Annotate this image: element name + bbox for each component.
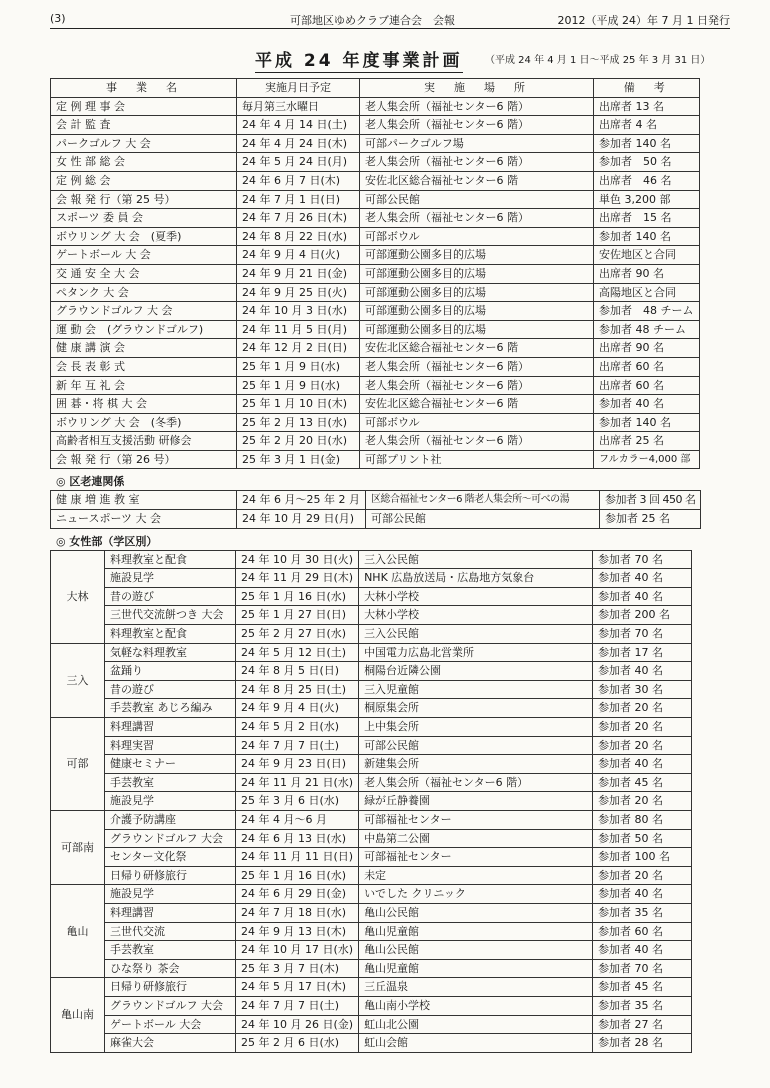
table-row — [51, 1015, 692, 1034]
event-name: ボウリング 大 会 (冬季) — [51, 413, 237, 432]
table-row — [51, 153, 700, 172]
event-name: スポーツ 委 員 会 — [51, 209, 237, 228]
event-note: 参加者 48 チーム — [594, 320, 700, 339]
table-row — [51, 264, 700, 283]
event-note: 参加者 40 名 — [593, 569, 692, 588]
event-place: 上中集会所 — [359, 718, 593, 737]
event-place: 虹山会館 — [359, 1034, 593, 1053]
event-note: 安佐地区と合同 — [594, 246, 700, 265]
event-date: 24 年 7 月 7 日(土) — [236, 736, 359, 755]
event-note: 参加者 48 チーム — [594, 302, 700, 321]
event-date: 24 年 10 月 29 日(月) — [237, 510, 366, 529]
event-note: 参加者 28 名 — [593, 1034, 692, 1053]
event-place: 可部運動公園多目的広場 — [360, 283, 594, 302]
table-row — [51, 643, 692, 662]
event-name: 健康セミナー — [105, 755, 236, 774]
event-name: 手芸教室 あじろ編み — [105, 699, 236, 718]
table-row — [51, 320, 700, 339]
event-place: 老人集会所（福祉センター6 階） — [360, 432, 594, 451]
table-row — [51, 413, 700, 432]
event-note: 参加者 70 名 — [593, 625, 692, 644]
header-rule — [50, 28, 730, 29]
event-place: 桐陽台近隣公園 — [359, 662, 593, 681]
event-date: 25 年 1 月 16 日(水) — [236, 587, 359, 606]
event-date: 24 年 8 月 22 日(水) — [237, 227, 360, 246]
event-date: 24 年 5 月 17 日(木) — [236, 978, 359, 997]
event-note: 参加者 40 名 — [594, 395, 700, 414]
table-row — [51, 959, 692, 978]
event-name: ゲートボール 大 会 — [51, 246, 237, 265]
table-row — [51, 736, 692, 755]
event-place: 安佐北区総合福祉センター6 階 — [360, 395, 594, 414]
event-name: センター文化祭 — [105, 848, 236, 867]
table-row — [51, 755, 692, 774]
event-place: 老人集会所（福祉センター6 階） — [360, 97, 594, 116]
event-date: 24 年 10 月 26 日(金) — [236, 1015, 359, 1034]
event-place: 三丘温泉 — [359, 978, 593, 997]
event-place: 三入児童館 — [359, 680, 593, 699]
event-place: 老人集会所（福祉センター6 階） — [360, 357, 594, 376]
table-row — [51, 339, 700, 358]
event-note: 参加者 45 名 — [593, 773, 692, 792]
table-row — [51, 450, 700, 469]
table-row — [51, 866, 692, 885]
event-date: 25 年 3 月 1 日(金) — [237, 450, 360, 469]
event-note: 出席者 90 名 — [594, 264, 700, 283]
table-row — [51, 209, 700, 228]
event-name: 料理教室と配食 — [105, 625, 236, 644]
event-name: 定 例 理 事 会 — [51, 97, 237, 116]
event-date: 24 年 7 月 26 日(木) — [237, 209, 360, 228]
event-note: 参加者 40 名 — [593, 941, 692, 960]
event-name: 三世代交流 — [105, 922, 236, 941]
event-note: 参加者 20 名 — [593, 718, 692, 737]
table-row — [51, 491, 701, 510]
event-note: 参加者 40 名 — [593, 662, 692, 681]
event-name: 麻雀大会 — [105, 1034, 236, 1053]
table-row — [51, 922, 692, 941]
event-name: 盆踊り — [105, 662, 236, 681]
event-note: 参加者 17 名 — [593, 643, 692, 662]
table-row — [51, 134, 700, 153]
event-date: 25 年 2 月 13 日(水) — [237, 413, 360, 432]
event-note: 参加者 35 名 — [593, 903, 692, 922]
event-note: 参加者 40 名 — [593, 885, 692, 904]
table-row — [51, 116, 700, 135]
event-note: 参加者 40 名 — [593, 587, 692, 606]
event-date: 24 年 8 月 25 日(土) — [236, 680, 359, 699]
table-row — [51, 699, 692, 718]
event-place: 可部公民館 — [359, 736, 593, 755]
event-note: 参加者 70 名 — [593, 550, 692, 569]
table-row — [51, 829, 692, 848]
event-name: 囲 碁・将 棋 大 会 — [51, 395, 237, 414]
event-note: 参加者 45 名 — [593, 978, 692, 997]
event-place: 桐原集会所 — [359, 699, 593, 718]
district-name: 可部南 — [51, 810, 105, 884]
table-row — [51, 97, 700, 116]
event-note: 参加者 140 名 — [594, 134, 700, 153]
event-date: 24 年 11 月 29 日(木) — [236, 569, 359, 588]
event-date: 24 年 5 月 12 日(土) — [236, 643, 359, 662]
event-name: 運 動 会 (グラウンドゴルフ) — [51, 320, 237, 339]
table-row — [51, 996, 692, 1015]
table-row — [51, 550, 692, 569]
event-name: グラウンドゴルフ 大会 — [105, 996, 236, 1015]
event-place: 可部福祉センター — [359, 810, 593, 829]
event-name: 手芸教室 — [105, 941, 236, 960]
event-date: 毎月第三水曜日 — [237, 97, 360, 116]
event-place: 亀山児童館 — [359, 922, 593, 941]
event-note: 出席者 60 名 — [594, 357, 700, 376]
col-place: 実 施 場 所 — [360, 79, 594, 98]
event-note: 参加者 70 名 — [593, 959, 692, 978]
event-place: 亀山公民館 — [359, 903, 593, 922]
event-date: 25 年 3 月 6 日(水) — [236, 792, 359, 811]
event-note: 参加者 20 名 — [593, 792, 692, 811]
table-row — [51, 718, 692, 737]
event-name: グラウンドゴルフ 大 会 — [51, 302, 237, 321]
event-date: 24 年 6 月 7 日(木) — [237, 171, 360, 190]
event-name: パークゴルフ 大 会 — [51, 134, 237, 153]
event-date: 25 年 1 月 16 日(水) — [236, 866, 359, 885]
event-date: 24 年 12 月 2 日(日) — [237, 339, 360, 358]
event-name: 昔の遊び — [105, 680, 236, 699]
event-name: 昔の遊び — [105, 587, 236, 606]
event-place: 大林小学校 — [359, 587, 593, 606]
event-name: 施設見学 — [105, 569, 236, 588]
event-name: 会 報 発 行（第 25 号） — [51, 190, 237, 209]
table-row — [51, 432, 700, 451]
event-name: 介護予防講座 — [105, 810, 236, 829]
event-note: 参加者 200 名 — [593, 606, 692, 625]
event-place: 区総合福祉センター6 階老人集会所～可べの湯 — [365, 491, 599, 510]
event-name: 気軽な料理教室 — [105, 643, 236, 662]
event-name: 施設見学 — [105, 792, 236, 811]
event-note: 参加者 40 名 — [593, 755, 692, 774]
event-place: 可部ボウル — [360, 227, 594, 246]
event-note: フルカラー4,000 部 — [594, 450, 700, 469]
event-date: 24 年 9 月 21 日(金) — [237, 264, 360, 283]
event-place: 緑が丘静養園 — [359, 792, 593, 811]
event-note: 出席者 46 名 — [594, 171, 700, 190]
district-name: 亀山南 — [51, 978, 105, 1052]
event-name: ニュースポーツ 大 会 — [51, 510, 237, 529]
event-place: 可部プリント社 — [360, 450, 594, 469]
district-name: 可部 — [51, 718, 105, 811]
table-header-row — [51, 79, 700, 98]
event-date: 24 年 5 月 2 日(水) — [236, 718, 359, 737]
event-date: 25 年 2 月 20 日(水) — [237, 432, 360, 451]
table-row — [51, 680, 692, 699]
page-header — [50, 8, 730, 28]
section-kurosha-label: ◎ 区老連関係 — [56, 475, 125, 489]
table-row — [51, 357, 700, 376]
event-date: 24 年 10 月 30 日(火) — [236, 550, 359, 569]
event-date: 24 年 8 月 5 日(日) — [236, 662, 359, 681]
event-date: 25 年 3 月 7 日(木) — [236, 959, 359, 978]
event-date: 24 年 7 月 1 日(日) — [237, 190, 360, 209]
event-name: 会 報 発 行（第 26 号） — [51, 450, 237, 469]
event-name: ゲートボール 大会 — [105, 1015, 236, 1034]
district-name: 大林 — [51, 550, 105, 643]
event-place: 可部ボウル — [360, 413, 594, 432]
event-note: 参加者 60 名 — [593, 922, 692, 941]
newsletter-name: 可部地区ゆめクラブ連合会 会報 — [290, 14, 455, 27]
event-place: 新建集会所 — [359, 755, 593, 774]
table-row — [51, 662, 692, 681]
event-note: 参加者 140 名 — [594, 227, 700, 246]
event-note: 参加者 20 名 — [593, 699, 692, 718]
table-row — [51, 903, 692, 922]
event-name: 健 康 講 演 会 — [51, 339, 237, 358]
event-name: 料理教室と配食 — [105, 550, 236, 569]
page-number: (3) — [50, 12, 66, 25]
event-date: 24 年 11 月 21 日(水) — [236, 773, 359, 792]
table-row — [51, 376, 700, 395]
event-date: 24 年 9 月 4 日(火) — [237, 246, 360, 265]
event-name: ひな祭り 茶会 — [105, 959, 236, 978]
event-place: 可部福祉センター — [359, 848, 593, 867]
event-note: 高陽地区と合同 — [594, 283, 700, 302]
fiscal-period: （平成 24 年 4 月 1 日～平成 25 年 3 月 31 日） — [485, 55, 711, 66]
event-note: 参加者 25 名 — [599, 510, 700, 529]
event-place: 可部公民館 — [360, 190, 594, 209]
table-row — [51, 1034, 692, 1053]
event-date: 24 年 7 月 7 日(土) — [236, 996, 359, 1015]
table-row — [51, 246, 700, 265]
event-place: NHK 広島放送局・広島地方気象台 — [359, 569, 593, 588]
table-row — [51, 190, 700, 209]
event-date: 25 年 1 月 9 日(水) — [237, 357, 360, 376]
event-place: 亀山南小学校 — [359, 996, 593, 1015]
event-place: 可部運動公園多目的広場 — [360, 320, 594, 339]
table-row — [51, 283, 700, 302]
event-place: 三入公民館 — [359, 550, 593, 569]
event-date: 24 年 6 月 13 日(水) — [236, 829, 359, 848]
event-note: 参加者 27 名 — [593, 1015, 692, 1034]
event-note: 単色 3,200 部 — [594, 190, 700, 209]
event-note: 出席者 90 名 — [594, 339, 700, 358]
event-name: ペタンク 大 会 — [51, 283, 237, 302]
event-place: 亀山児童館 — [359, 959, 593, 978]
table-row — [51, 587, 692, 606]
section-women-label: ◎ 女性部（学区別） — [56, 534, 158, 548]
table-row — [51, 810, 692, 829]
event-date: 25 年 1 月 27 日(日) — [236, 606, 359, 625]
event-name: 手芸教室 — [105, 773, 236, 792]
event-note: 参加者 20 名 — [593, 736, 692, 755]
event-note: 参加者 20 名 — [593, 866, 692, 885]
table-row — [51, 171, 700, 190]
table-row — [51, 569, 692, 588]
event-name: グラウンドゴルフ 大会 — [105, 829, 236, 848]
event-note: 出席者 4 名 — [594, 116, 700, 135]
event-date: 25 年 2 月 6 日(水) — [236, 1034, 359, 1053]
event-place: 老人集会所（福祉センター6 階） — [359, 773, 593, 792]
event-date: 25 年 1 月 10 日(木) — [237, 395, 360, 414]
event-name: ボウリング 大 会 (夏季) — [51, 227, 237, 246]
event-date: 24 年 6 月 29 日(金) — [236, 885, 359, 904]
event-place: 可部パークゴルフ場 — [360, 134, 594, 153]
event-place: 安佐北区総合福祉センター6 階 — [360, 171, 594, 190]
event-name: 定 例 総 会 — [51, 171, 237, 190]
event-place: 虹山北公園 — [359, 1015, 593, 1034]
event-note: 参加者 140 名 — [594, 413, 700, 432]
event-note: 出席者 15 名 — [594, 209, 700, 228]
event-name: 料理講習 — [105, 718, 236, 737]
event-note: 出席者 60 名 — [594, 376, 700, 395]
event-name: 料理実習 — [105, 736, 236, 755]
main-events-table — [50, 78, 700, 469]
table-row — [51, 625, 692, 644]
kurosha-events-table — [50, 490, 701, 528]
event-note: 参加者 35 名 — [593, 996, 692, 1015]
table-row — [51, 773, 692, 792]
event-name: 日帰り研修旅行 — [105, 866, 236, 885]
event-name: 日帰り研修旅行 — [105, 978, 236, 997]
col-date: 実施月日予定 — [237, 79, 360, 98]
event-date: 24 年 11 月 11 日(日) — [236, 848, 359, 867]
table-row — [51, 510, 701, 529]
event-date: 24 年 11 月 5 日(月) — [237, 320, 360, 339]
title-row — [50, 46, 730, 72]
table-row — [51, 395, 700, 414]
district-name: 亀山 — [51, 885, 105, 978]
event-place: 老人集会所（福祉センター6 階） — [360, 153, 594, 172]
table-row — [51, 978, 692, 997]
event-date: 24 年 5 月 24 日(月) — [237, 153, 360, 172]
table-row — [51, 941, 692, 960]
event-name: 女 性 部 総 会 — [51, 153, 237, 172]
event-note: 出席者 13 名 — [594, 97, 700, 116]
event-name: 会 長 表 彰 式 — [51, 357, 237, 376]
event-name: 高齢者相互支援活動 研修会 — [51, 432, 237, 451]
table-row — [51, 885, 692, 904]
event-date: 24 年 4 月 14 日(土) — [237, 116, 360, 135]
event-note: 参加者 3 回 450 名 — [599, 491, 700, 510]
event-place: 未定 — [359, 866, 593, 885]
event-place: 老人集会所（福祉センター6 階） — [360, 376, 594, 395]
event-place: 可部運動公園多目的広場 — [360, 302, 594, 321]
issue-date: 2012（平成 24）年 7 月 1 日発行 — [557, 14, 730, 27]
event-note: 参加者 50 名 — [594, 153, 700, 172]
table-row — [51, 848, 692, 867]
event-place: いでした クリニック — [359, 885, 593, 904]
event-place: 安佐北区総合福祉センター6 階 — [360, 339, 594, 358]
event-place: 大林小学校 — [359, 606, 593, 625]
district-name: 三入 — [51, 643, 105, 717]
table-row — [51, 302, 700, 321]
event-date: 24 年 4 月～6 月 — [236, 810, 359, 829]
event-note: 出席者 25 名 — [594, 432, 700, 451]
table-row — [51, 227, 700, 246]
event-date: 25 年 2 月 27 日(水) — [236, 625, 359, 644]
event-name: 三世代交流餅つき 大会 — [105, 606, 236, 625]
event-name: 施設見学 — [105, 885, 236, 904]
col-note: 備 考 — [594, 79, 700, 98]
table-row — [51, 792, 692, 811]
event-name: 料理講習 — [105, 903, 236, 922]
event-date: 24 年 9 月 25 日(火) — [237, 283, 360, 302]
event-date: 24 年 9 月 4 日(火) — [236, 699, 359, 718]
event-note: 参加者 80 名 — [593, 810, 692, 829]
event-place: 可部公民館 — [365, 510, 599, 529]
event-place: 老人集会所（福祉センター6 階） — [360, 209, 594, 228]
event-date: 24 年 4 月 24 日(木) — [237, 134, 360, 153]
event-note: 参加者 50 名 — [593, 829, 692, 848]
event-place: 可部運動公園多目的広場 — [360, 264, 594, 283]
event-place: 亀山公民館 — [359, 941, 593, 960]
women-events-table — [50, 550, 692, 1053]
col-event-name: 事 業 名 — [51, 79, 237, 98]
event-name: 交 通 安 全 大 会 — [51, 264, 237, 283]
event-date: 25 年 1 月 9 日(水) — [237, 376, 360, 395]
event-note: 参加者 30 名 — [593, 680, 692, 699]
event-date: 24 年 7 月 18 日(水) — [236, 903, 359, 922]
event-place: 中国電力広島北営業所 — [359, 643, 593, 662]
event-date: 24 年 10 月 17 日(水) — [236, 941, 359, 960]
event-place: 老人集会所（福祉センター6 階） — [360, 116, 594, 135]
event-name: 健 康 増 進 教 室 — [51, 491, 237, 510]
page-title: 平成 24 年度事業計画 — [255, 46, 463, 73]
event-date: 24 年 9 月 23 日(日) — [236, 755, 359, 774]
event-note: 参加者 100 名 — [593, 848, 692, 867]
event-place: 三入公民館 — [359, 625, 593, 644]
event-date: 24 年 10 月 3 日(水) — [237, 302, 360, 321]
event-place: 中島第二公園 — [359, 829, 593, 848]
event-name: 会 計 監 査 — [51, 116, 237, 135]
event-date: 24 年 9 月 13 日(木) — [236, 922, 359, 941]
event-place: 可部運動公園多目的広場 — [360, 246, 594, 265]
event-date: 24 年 6 月～25 年 2 月 — [237, 491, 366, 510]
table-row — [51, 606, 692, 625]
event-name: 新 年 互 礼 会 — [51, 376, 237, 395]
